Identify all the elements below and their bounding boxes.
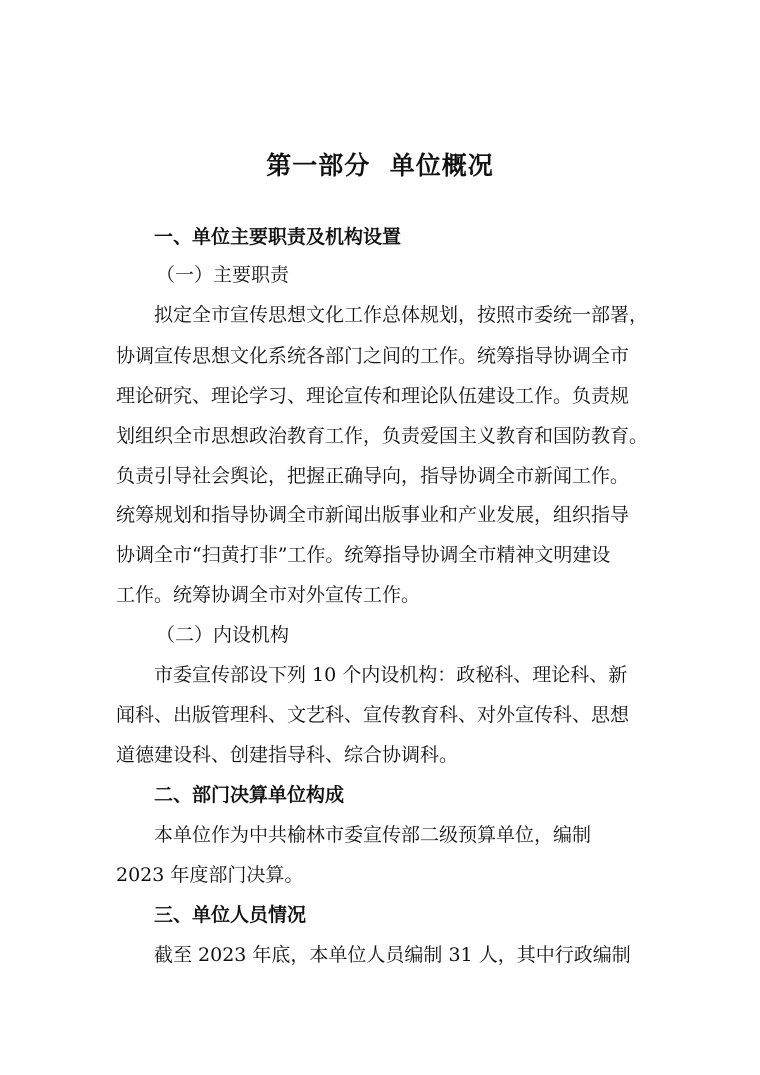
paragraph-line: 统筹规划和指导协调全市新闻出版事业和产业发展，组织指导 <box>116 504 630 526</box>
paragraph-line: 拟定全市宣传思想文化工作总体规划，按照市委统一部署， <box>154 304 649 326</box>
paragraph-line: 工作。统筹协调全市对外宣传工作。 <box>116 584 421 606</box>
paragraph-line: 划组织全市思想政治教育工作，负责爱国主义教育和国防教育。 <box>116 425 649 447</box>
paragraph-line: 道德建设科、创建指导科、综合协调科。 <box>116 744 459 766</box>
paragraph-line: 市委宣传部设下列 10 个内设机构：政秘科、理论科、新 <box>154 664 628 686</box>
page-title: 第一部分 单位概况 <box>266 151 494 180</box>
section-heading-personnel: 三、单位人员情况 <box>154 904 307 926</box>
paragraph-line: 2023 年度部门决算。 <box>116 864 304 886</box>
subsection-heading-internal-departments: （二）内设机构 <box>156 624 290 646</box>
paragraph-line: 本单位作为中共榆林市委宣传部二级预算单位，编制 <box>154 824 592 846</box>
paragraph-line: 闻科、出版管理科、文艺科、宣传教育科、对外宣传科、思想 <box>116 704 630 726</box>
paragraph-line: 理论研究、理论学习、理论宣传和理论队伍建设工作。负责规 <box>116 385 630 407</box>
subsection-heading-main-duties: （一）主要职责 <box>156 264 290 286</box>
paragraph-line: 协调宣传思想文化系统各部门之间的工作。统筹指导协调全市 <box>116 345 630 367</box>
paragraph-line: 负责引导社会舆论，把握正确导向，指导协调全市新闻工作。 <box>116 465 630 487</box>
section-heading-duties-and-structure: 一、单位主要职责及机构设置 <box>154 226 402 248</box>
paragraph-line: 协调全市“扫黄打非”工作。统筹指导协调全市精神文明建设 <box>116 544 611 566</box>
section-heading-budget-units: 二、部门决算单位构成 <box>154 784 345 806</box>
paragraph-line: 截至 2023 年底，本单位人员编制 31 人，其中行政编制 <box>154 944 631 966</box>
